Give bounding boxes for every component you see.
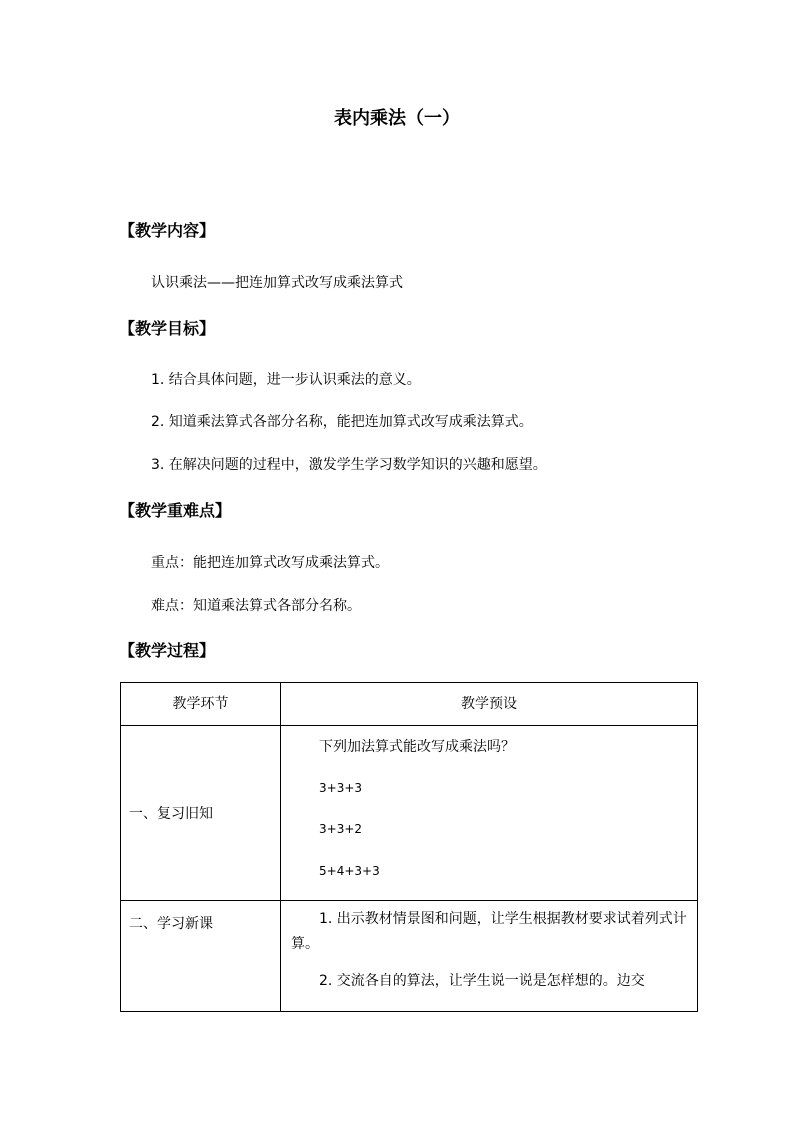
- goal-item-2: 2. 知道乘法算式各部分名称，能把连加算式改写成乘法算式。: [151, 414, 533, 430]
- table-header-stage: 教学环节: [121, 683, 281, 726]
- section-heading-process: 【教学过程】: [119, 641, 216, 660]
- stage-cell: 二、学习新课: [121, 901, 281, 1012]
- plan-cell: [281, 726, 698, 901]
- lesson-step-1: 1. 出示教材情景图和问题，让学生根据教材要求试着列式计算。: [291, 911, 687, 952]
- process-table: [120, 682, 698, 1012]
- plan-cell: [281, 901, 698, 1012]
- section-heading-key-points: 【教学重难点】: [119, 501, 232, 520]
- goal-item-3: 3. 在解决问题的过程中，激发学生学习数学知识的兴趣和愿望。: [151, 457, 547, 473]
- page-title: 表内乘法（一）: [334, 108, 460, 129]
- expression-3: 5+4+3+3: [319, 864, 380, 878]
- key-point-difficulty: 难点：知道乘法算式各部分名称。: [151, 598, 361, 614]
- key-point-focus: 重点：能把连加算式改写成乘法算式。: [151, 555, 389, 571]
- table-row: [121, 726, 698, 901]
- expression-1: 3+3+3: [319, 781, 363, 795]
- review-question: 下列加法算式能改写成乘法吗？: [319, 739, 515, 755]
- section-heading-goals: 【教学目标】: [119, 319, 216, 338]
- table-header-plan: 教学预设: [281, 683, 698, 726]
- expression-2: 3+3+2: [319, 822, 363, 836]
- goal-item-1: 1. 结合具体问题，进一步认识乘法的意义。: [151, 372, 421, 388]
- table-header-row: [121, 683, 698, 726]
- content-text: 认识乘法——把连加算式改写成乘法算式: [151, 275, 403, 291]
- lesson-step-2: 2. 交流各自的算法，让学生说一说是怎样想的。边交: [319, 973, 645, 989]
- stage-cell: 一、复习旧知: [121, 726, 281, 901]
- section-heading-content: 【教学内容】: [119, 221, 216, 240]
- table-row: [121, 901, 698, 1012]
